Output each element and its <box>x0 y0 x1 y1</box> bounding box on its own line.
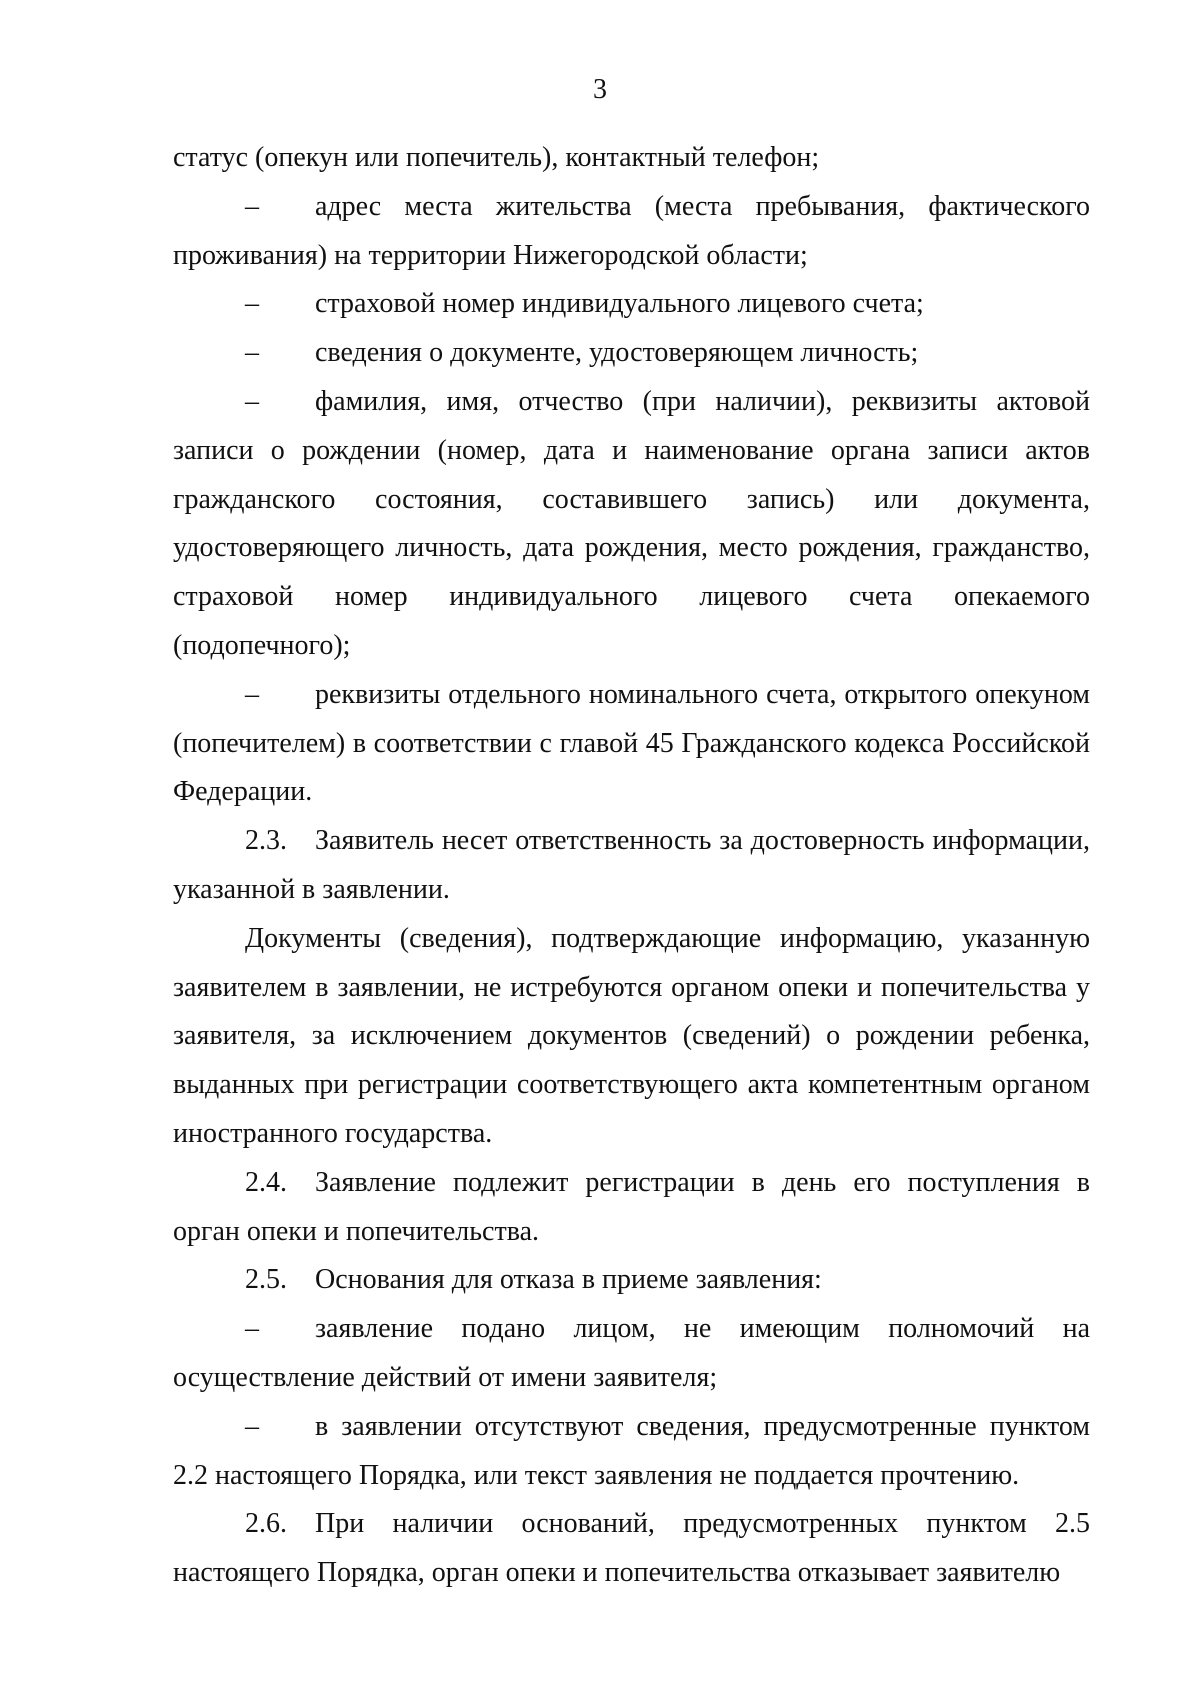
dash-marker: – <box>245 1313 259 1345</box>
section-text: Основания для отказа в приеме заявления: <box>315 1264 822 1296</box>
list-item-text: страховой номер индивидуального лицевого счета; <box>315 288 924 320</box>
list-item-text: заявление подано лицом, не имеющим полномочий на осуществление действий от имени заявителя; <box>173 1313 1090 1393</box>
list-item-nominal-account <box>173 671 1090 817</box>
paragraph-status: статус (опекун или попечитель), контактный телефон; <box>173 142 820 173</box>
dash-marker: – <box>245 678 259 710</box>
section-number: 2.4. <box>245 1166 287 1198</box>
dash-marker: – <box>245 385 259 417</box>
list-item-text: фамилия, имя, отчество (при наличии), реквизиты актовой записи о рождении (номер, дата и наименование органа записи актов гражданского состояния, составившего запись) или документа, удостоверяющего личность, дата рождения, место рождения, гражданство, страховой номер индивидуального лицевого счета опекаемого (подопечного); <box>173 385 1090 661</box>
dash-marker: – <box>245 288 259 320</box>
list-item-text: реквизиты отдельного номинального счета, открытого опекуном (попечителем) в соответствии с главой 45 Гражданского кодекса Российской Федерации. <box>173 678 1090 808</box>
paragraph-documents: Документы (сведения), подтверждающие информацию, указанную заявителем в заявлении, не истребуются органом опеки и попечительства у заявителя, за исключением документов (сведений) о рождении ребенка, выданных при регистрации соответствующего акта компетентным органом иностранного государства. <box>173 922 1090 1149</box>
dash-marker: – <box>245 190 259 222</box>
list-item-insurance-number <box>173 280 1090 329</box>
list-item-ward-details <box>173 378 1090 671</box>
section-2-6 <box>173 1500 1090 1598</box>
section-2-4 <box>173 1159 1090 1257</box>
dash-marker: – <box>245 337 259 369</box>
list-item-text: сведения о документе, удостоверяющем личность; <box>315 337 919 369</box>
section-number: 2.3. <box>245 825 287 857</box>
list-item-no-authority <box>173 1305 1090 1403</box>
list-item-identity-document <box>173 329 1090 378</box>
section-2-5 <box>173 1256 1090 1305</box>
document-body <box>173 134 1090 1598</box>
section-text: При наличии оснований, предусмотренных пунктом 2.5 настоящего Порядка, орган опеки и попечительства отказывает заявителю <box>173 1508 1090 1589</box>
section-2-3 <box>173 817 1090 915</box>
page-number: 3 <box>593 74 607 105</box>
list-item-address <box>173 183 1090 281</box>
list-item-text: в заявлении отсутствуют сведения, предусмотренные пунктом 2.2 настоящего Порядка, или текст заявления не поддается прочтению. <box>173 1410 1090 1491</box>
section-text: Заявление подлежит регистрации в день его поступления в орган опеки и попечительства. <box>173 1166 1090 1247</box>
section-number: 2.6. <box>245 1508 287 1540</box>
list-item-text: адрес места жительства (места пребывания, фактического проживания) на территории Нижегородской области; <box>173 190 1090 271</box>
section-text: Заявитель несет ответственность за достоверность информации, указанной в заявлении. <box>173 825 1090 905</box>
dash-marker: – <box>245 1410 259 1442</box>
list-item-missing-info <box>173 1403 1090 1501</box>
section-number: 2.5. <box>245 1264 287 1296</box>
